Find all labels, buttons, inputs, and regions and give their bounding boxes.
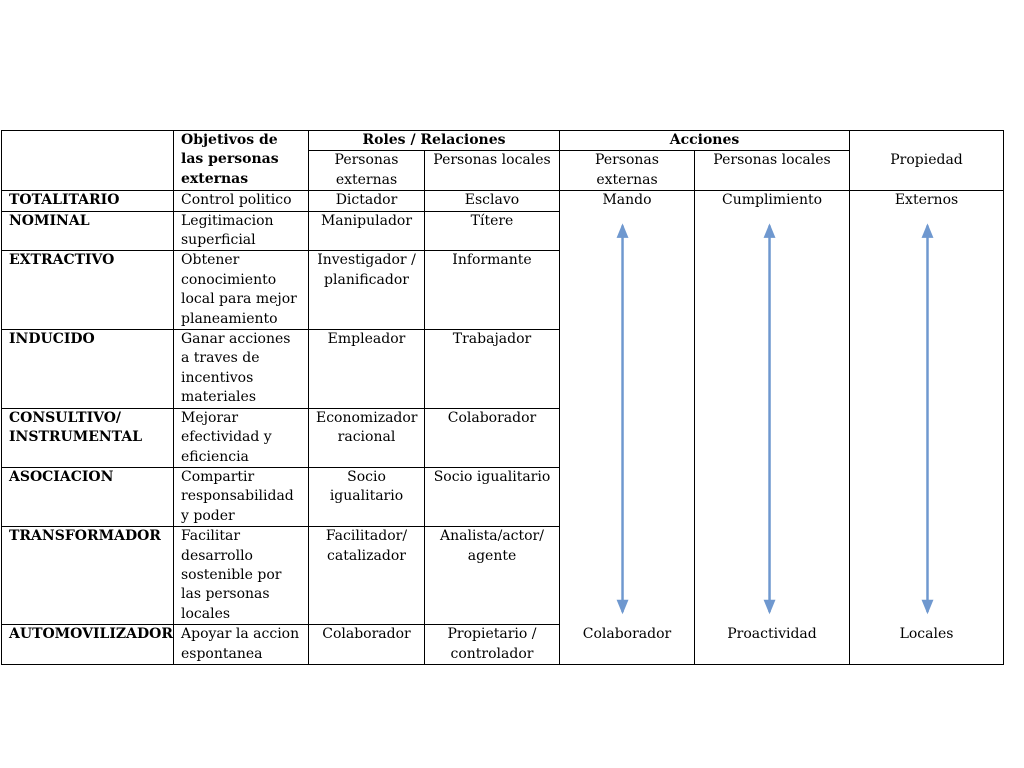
row-objetivo: Obtener conocimiento local para mejor planeamiento	[174, 251, 309, 330]
row-objetivo: Mejorar efectividad y eficiencia	[174, 408, 309, 467]
row-rol-externo: Socio igualitario	[309, 467, 425, 526]
acciones-locales-top: Cumplimiento	[695, 191, 850, 211]
acciones-externas-top: Mando	[560, 191, 695, 211]
row-rol-local: Informante	[425, 251, 560, 330]
row-rol-local: Esclavo	[425, 191, 560, 211]
double-arrow-icon	[850, 211, 1003, 625]
row-tipo: EXTRACTIVO	[2, 251, 174, 330]
row-rol-local: Propietario / controlador	[425, 625, 560, 665]
row-objetivo: Facilitar desarrollo sostenible por las personas locales	[174, 527, 309, 625]
acciones-locales-bottom: Proactividad	[695, 625, 850, 665]
row-rol-local: Analista/actor/ agente	[425, 527, 560, 625]
header-acciones-locales: Personas locales	[695, 151, 850, 191]
header-roles-locales: Personas locales	[425, 151, 560, 191]
propiedad-bottom: Locales	[850, 625, 1004, 665]
double-arrow-icon	[560, 211, 694, 625]
row-objetivo: Legitimacion superficial	[174, 211, 309, 251]
row-objetivo: Apoyar la accion espontanea	[174, 625, 309, 665]
row-tipo: ASOCIACION	[2, 467, 174, 526]
header-objetivos: Objetivos de las personas externas	[174, 131, 309, 191]
row-rol-externo: Investigador / planificador	[309, 251, 425, 330]
participation-table-container	[1, 130, 1003, 662]
row-rol-externo: Economizador racional	[309, 408, 425, 467]
row-tipo: NOMINAL	[2, 211, 174, 251]
propiedad-top: Externos	[850, 191, 1004, 211]
row-rol-externo: Colaborador	[309, 625, 425, 665]
header-roles: Roles / Relaciones	[309, 131, 560, 151]
header-propiedad: Propiedad	[850, 131, 1004, 191]
acciones-externas-bottom: Colaborador	[560, 625, 695, 665]
participation-table	[1, 130, 1004, 665]
row-objetivo: Control politico	[174, 191, 309, 211]
row-rol-local: Socio igualitario	[425, 467, 560, 526]
header-corner-cell	[2, 131, 174, 191]
row-rol-externo: Empleador	[309, 330, 425, 409]
row-tipo: INDUCIDO	[2, 330, 174, 409]
acciones-externas-arrow	[560, 211, 695, 625]
row-rol-local: Trabajador	[425, 330, 560, 409]
double-arrow-icon	[695, 211, 849, 625]
row-tipo: TRANSFORMADOR	[2, 527, 174, 625]
acciones-locales-arrow	[695, 211, 850, 625]
header-roles-externas: Personas externas	[309, 151, 425, 191]
row-rol-local: Títere	[425, 211, 560, 251]
row-tipo: CONSULTIVO/ INSTRUMENTAL	[2, 408, 174, 467]
row-rol-externo: Dictador	[309, 191, 425, 211]
row-objetivo: Compartir responsabilidad y poder	[174, 467, 309, 526]
row-tipo: TOTALITARIO	[2, 191, 174, 211]
row-objetivo: Ganar acciones a traves de incentivos materiales	[174, 330, 309, 409]
propiedad-arrow	[850, 211, 1004, 625]
row-tipo: AUTOMOVILIZADOR	[2, 625, 174, 665]
header-acciones-externas: Personas externas	[560, 151, 695, 191]
row-rol-externo: Manipulador	[309, 211, 425, 251]
row-rol-local: Colaborador	[425, 408, 560, 467]
row-rol-externo: Facilitador/ catalizador	[309, 527, 425, 625]
header-acciones: Acciones	[560, 131, 850, 151]
